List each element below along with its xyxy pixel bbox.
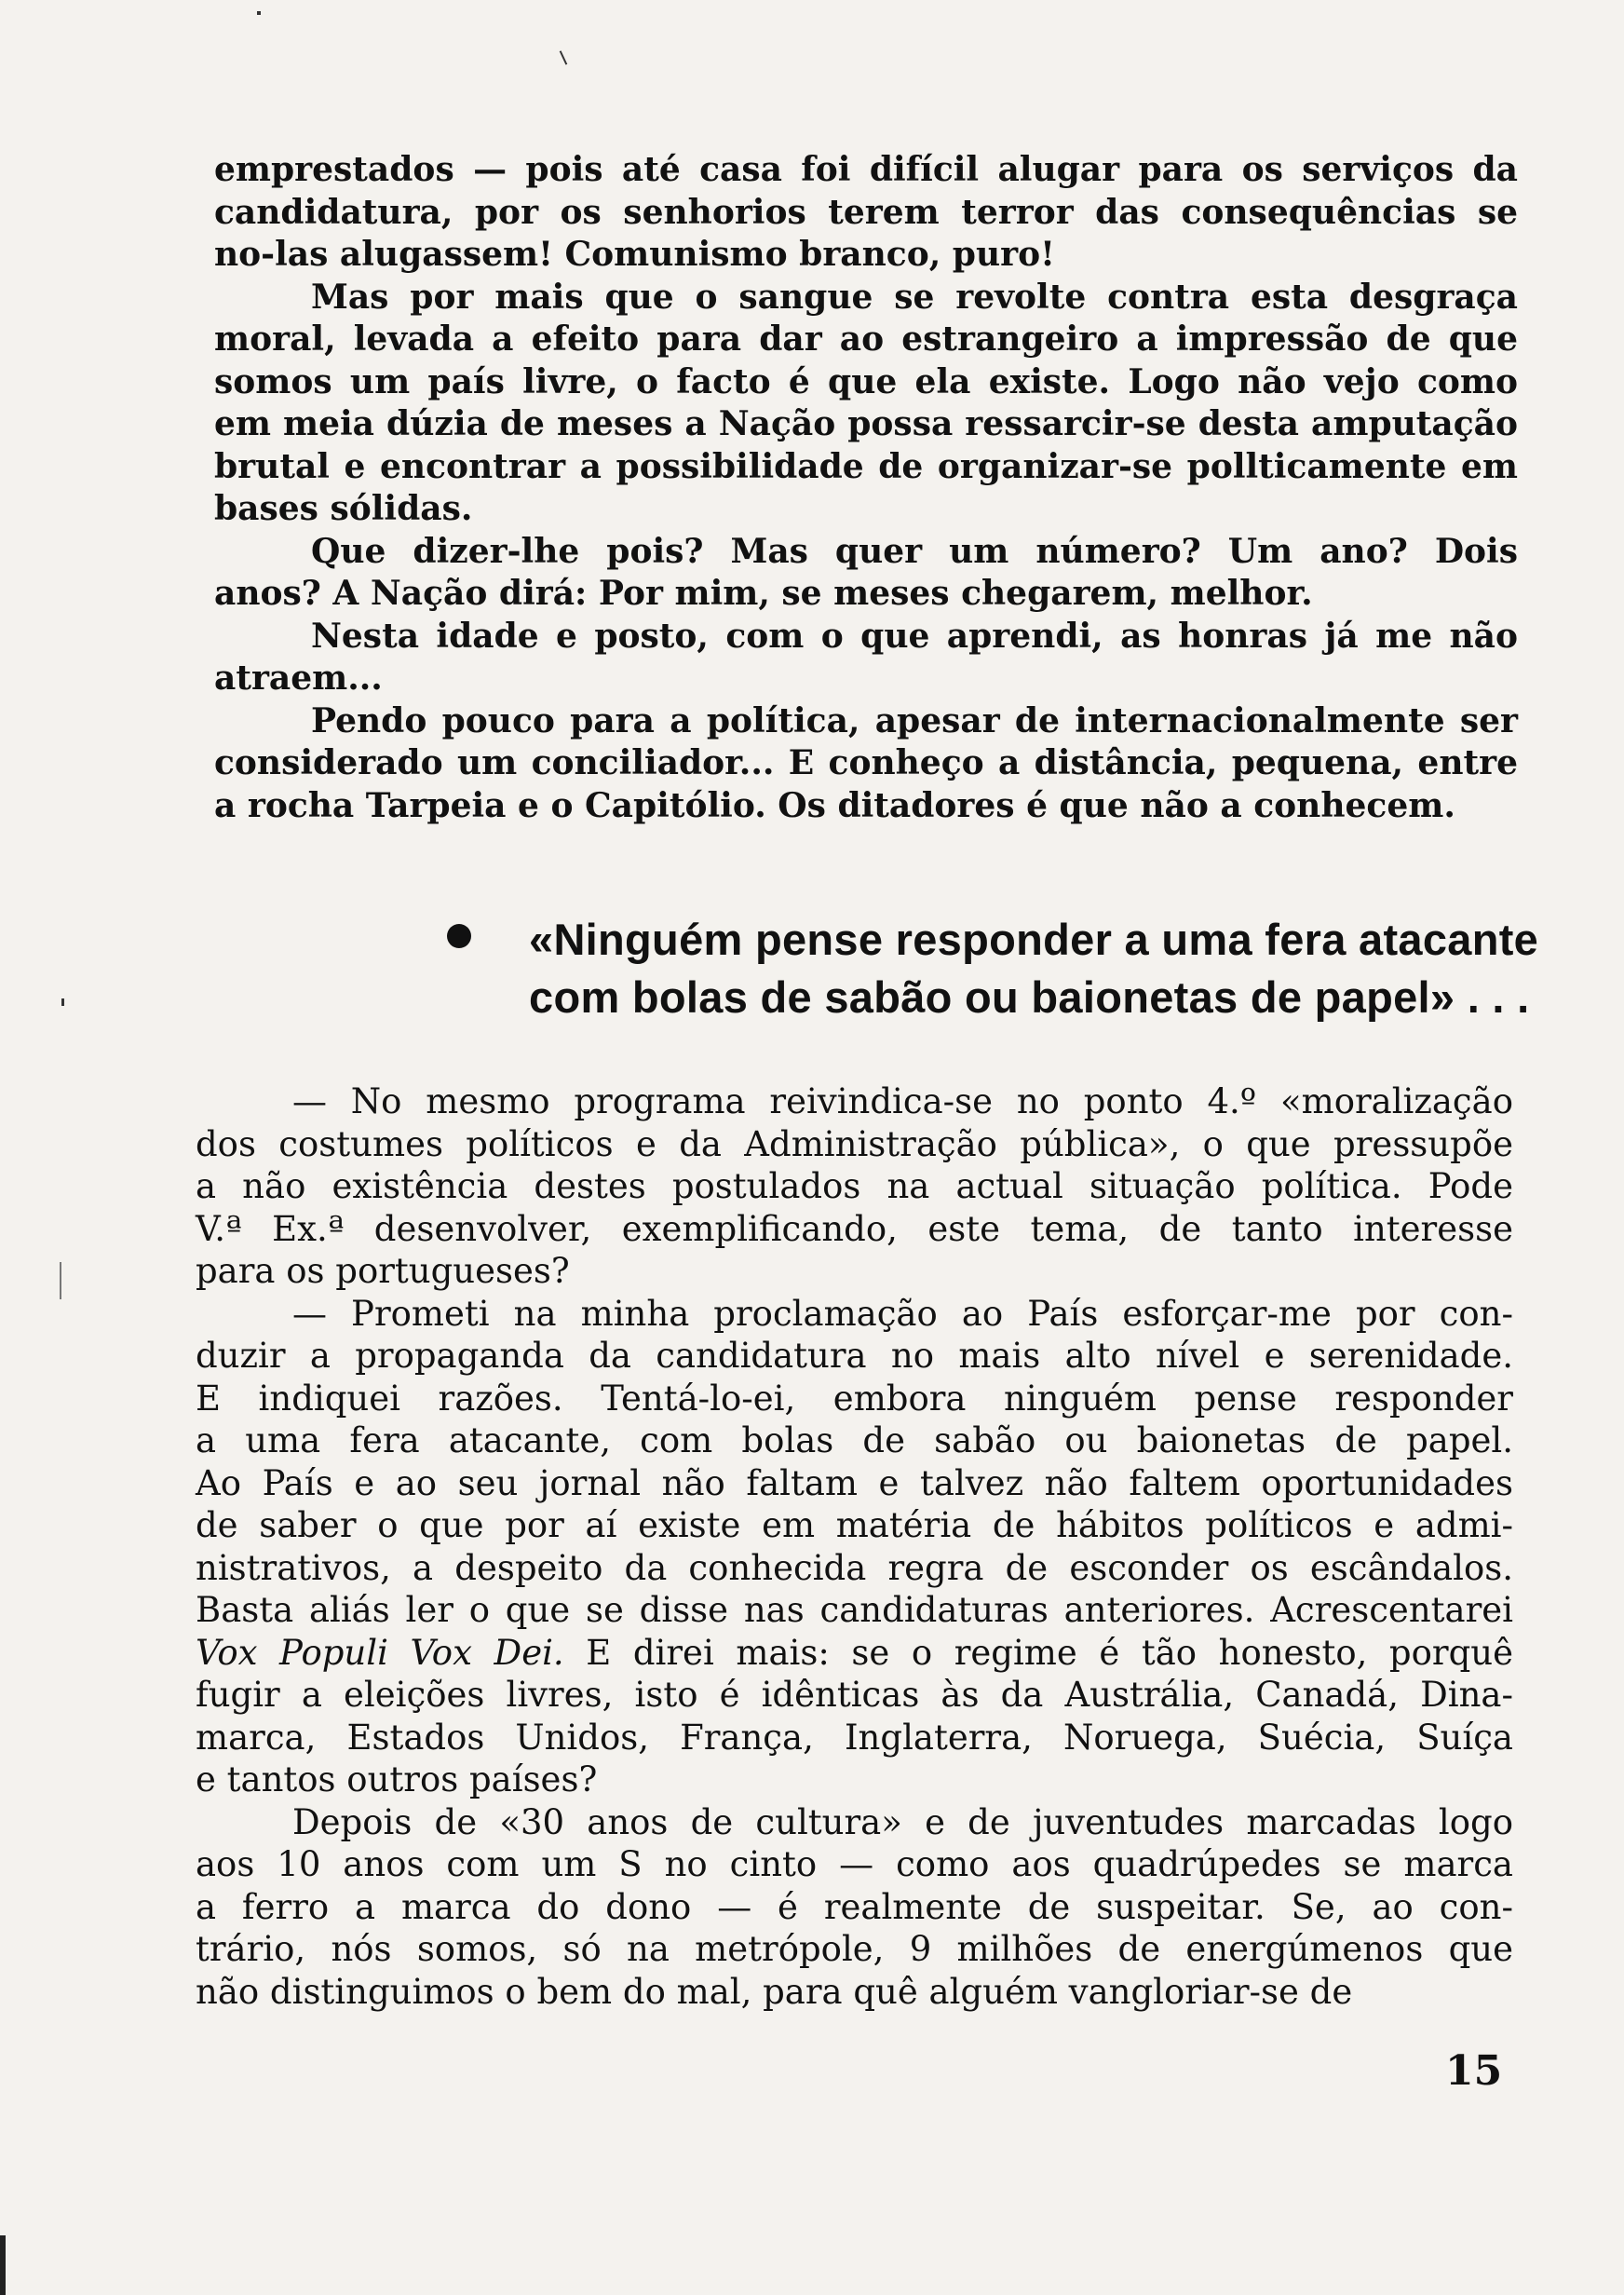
text-line: Pendo pouco para a política, apesar de internacionalmente ser [311, 700, 1518, 740]
top-text-block [214, 149, 1518, 827]
text-line: fugir a eleições livres, isto é idênticas às da Austrália, Canadá, Dina- [196, 1675, 1513, 1715]
paragraph [214, 277, 1518, 531]
text-line: Que dizer-lhe pois? Mas quer um número? Um ano? Dois [311, 531, 1518, 571]
scan-speck [61, 998, 64, 1006]
text-line: Mas por mais que o sangue se revolte contra esta desgraça [311, 277, 1518, 317]
text-line: E indiquei razões. Tentá-lo-ei, embora ninguém pense responder [196, 1378, 1513, 1419]
scan-speck [257, 11, 261, 15]
heading-line-2: com bolas de sabão ou baionetas de papel» . . . [529, 972, 1530, 1022]
text-line: considerado um conciliador... E conheço a distância, pequena, entre [214, 743, 1518, 782]
text-line: moral, levada a efeito para dar ao estrangeiro a impressão de que [214, 319, 1518, 359]
text-line: no-las alugassem! Comunismo branco, puro! [214, 235, 1055, 274]
text-line: a não existência destes postulados na actual situação política. Pode [196, 1166, 1513, 1206]
text-line: trário, nós somos, só na metrópole, 9 milhões de energúmenos que [196, 1929, 1513, 1969]
text-line: — No mesmo programa reivindica-se no ponto 4.º «moralização [292, 1081, 1513, 1121]
text-line: V.ª Ex.ª desenvolver, exemplificando, este tema, de tanto interesse [196, 1208, 1513, 1249]
text-line: candidatura, por os senhorios terem terror das consequências se [214, 192, 1518, 232]
text-line: dos costumes políticos e da Administração pública», o que pressupõe [196, 1123, 1513, 1164]
text-line: e tantos outros países? [196, 1759, 598, 1799]
text-line: Basta aliás ler o que se disse nas candidaturas anteriores. Acrescentarei [196, 1590, 1513, 1630]
text-line: anos? A Nação dirá: Por mim, se meses chegarem, melhor. [214, 574, 1313, 613]
text-line: nistrativos, a despeito da conhecida regra de esconder os escândalos. [196, 1547, 1513, 1588]
bottom-text-block [196, 1080, 1513, 2013]
text-line: aos 10 anos com um S no cinto — como aos quadrúpedes se marca [196, 1844, 1513, 1884]
heading-text [529, 911, 1539, 1026]
paragraph [214, 616, 1518, 700]
paragraph [214, 149, 1518, 277]
text-line: brutal e encontrar a possibilidade de organizar-se pollticamente em [214, 446, 1518, 486]
text-line: Depois de «30 anos de cultura» e de juventudes marcadas logo [292, 1801, 1513, 1842]
text-line: Nesta idade e posto, com o que aprendi, as honras já me não [311, 616, 1518, 656]
scan-speck [560, 50, 568, 64]
text-line: bases sólidas. [214, 489, 473, 528]
scan-edge [0, 2235, 6, 2295]
paragraph [196, 1801, 1513, 2014]
text-line: atraem... [214, 659, 383, 698]
paragraph [214, 700, 1518, 828]
text-line: a uma fera atacante, com bolas de sabão ou baionetas de papel. [196, 1420, 1513, 1460]
text-line: somos um país livre, o facto é que ela existe. Logo não vejo como [214, 361, 1518, 401]
page-number: 15 [1445, 2047, 1503, 2095]
scan-speck [60, 1262, 61, 1299]
text-line: Ao País e ao seu jornal não faltam e talvez não faltem oportunidades [196, 1462, 1513, 1503]
text-line: a rocha Tarpeia e o Capitólio. Os ditadores é que não a conhecem. [214, 785, 1455, 825]
text-line: emprestados — pois até casa foi difícil alugar para os serviços da [214, 150, 1518, 189]
text-line: marca, Estados Unidos, França, Inglaterra, Noruega, Suécia, Suíça [196, 1717, 1513, 1758]
text-line: para os portugueses? [196, 1251, 570, 1291]
latin-phrase: Vox Populi Vox Dei. [196, 1632, 564, 1673]
text-line: Vox Populi Vox Dei. E direi mais: se o regime é tão honesto, porquê [196, 1632, 1513, 1673]
heading-line-1: «Ninguém pense responder a uma fera atacante [529, 915, 1539, 964]
text-line: em meia dúzia de meses a Nação possa ressarcir-se desta amputação [214, 404, 1518, 443]
paragraph [196, 1080, 1513, 1293]
text-line: duzir a propaganda da candidatura no mais alto nível e serenidade. [196, 1336, 1513, 1376]
text-line: — Prometi na minha proclamação ao País esforçar-me por con- [292, 1293, 1513, 1334]
text-line: a ferro a marca do dono — é realmente de suspeitar. Se, ao con- [196, 1886, 1513, 1927]
paragraph [214, 531, 1518, 616]
bullet-icon [447, 924, 471, 948]
paragraph [196, 1293, 1513, 1801]
text-line: de saber o que por aí existe em matéria de hábitos políticos e admi- [196, 1505, 1513, 1545]
text-line: não distinguimos o bem do mal, para quê alguém vangloriar-se de [196, 1971, 1353, 2012]
